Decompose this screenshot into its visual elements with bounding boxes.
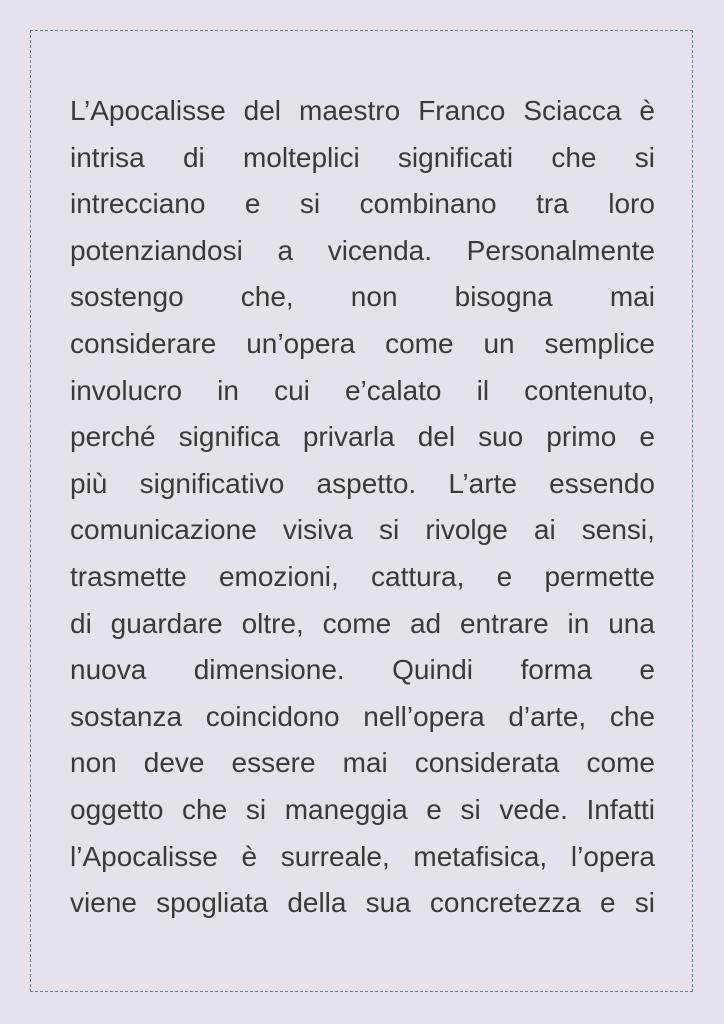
text-line <box>70 181 655 228</box>
word: viene <box>70 887 137 919</box>
text-line <box>70 368 655 415</box>
text-line <box>70 274 655 321</box>
word: di <box>182 141 205 173</box>
word: e <box>639 654 655 686</box>
word: mai <box>342 747 388 779</box>
word: sensi, <box>581 514 655 546</box>
word: è <box>241 840 258 872</box>
text-line <box>70 787 655 834</box>
word: e <box>600 887 616 919</box>
word: l’opera <box>570 840 655 872</box>
word: che <box>551 141 597 173</box>
word: e <box>426 793 442 825</box>
word: sostengo <box>70 281 184 313</box>
text-line <box>70 601 655 648</box>
word: nuova <box>70 654 147 686</box>
word: oltre, <box>241 607 304 639</box>
word: significa <box>178 421 280 453</box>
word: in <box>567 607 590 639</box>
word: permette <box>544 560 655 592</box>
word: di <box>70 607 92 639</box>
word: il <box>476 374 490 406</box>
word: molteplici <box>242 141 360 173</box>
word: che <box>182 793 228 825</box>
word: sua <box>365 887 411 919</box>
word: cattura, <box>371 560 465 592</box>
word: si <box>634 141 655 173</box>
word: un <box>483 327 515 359</box>
word: involucro <box>70 374 183 406</box>
word: maneggia <box>284 793 408 825</box>
word: Infatti <box>586 793 655 825</box>
word: e’calato <box>344 374 442 406</box>
body-paragraph <box>70 88 655 927</box>
word: coincidono <box>205 700 340 732</box>
word: Quindi <box>392 654 474 686</box>
word: privarla <box>302 421 395 453</box>
word: vicenda. <box>327 234 432 266</box>
word: come <box>322 607 392 639</box>
text-line <box>70 694 655 741</box>
word: L’Apocalisse <box>70 95 226 126</box>
word: dimensione. <box>193 654 345 686</box>
word: comunicazione <box>70 514 257 546</box>
word: si <box>245 793 267 825</box>
word: emozioni, <box>218 560 339 592</box>
text-line <box>70 880 655 927</box>
word: essere <box>231 747 316 779</box>
word: visiva <box>282 514 353 546</box>
word: deve <box>143 747 205 779</box>
word: combinano <box>359 188 497 220</box>
word: Franco <box>418 95 506 126</box>
word: si <box>460 793 481 825</box>
text-line <box>70 461 655 508</box>
word: si <box>634 887 655 919</box>
word: ai <box>533 514 556 546</box>
word: mai <box>609 281 655 313</box>
word: e <box>496 560 513 592</box>
word: che <box>609 700 655 732</box>
word: vede. <box>499 793 568 825</box>
text-line <box>70 321 655 368</box>
word: sostanza <box>70 700 183 732</box>
text-line <box>70 554 655 601</box>
word: contenuto, <box>524 374 655 406</box>
word: Sciacca <box>523 95 622 126</box>
word: d’arte, <box>508 700 587 732</box>
text-line <box>70 88 655 135</box>
word: una <box>608 607 655 639</box>
word: più <box>70 467 108 499</box>
word: suo <box>478 421 524 453</box>
word: l’Apocalisse <box>70 840 218 872</box>
word: come <box>586 747 655 779</box>
word: L’arte <box>448 467 517 499</box>
word: non <box>350 281 398 313</box>
text-line <box>70 647 655 694</box>
word: intrisa <box>70 141 145 173</box>
text-line <box>70 740 655 787</box>
word: Personalmente <box>466 234 655 266</box>
word: non <box>70 747 117 779</box>
word: in <box>217 374 239 406</box>
text-line <box>70 834 655 881</box>
word: bisogna <box>454 281 553 313</box>
word: e <box>639 421 655 453</box>
word: rivolge <box>425 514 508 546</box>
word: è <box>639 95 655 126</box>
word: metafisica, <box>413 840 548 872</box>
word: a <box>277 234 294 266</box>
word: ad <box>409 607 442 639</box>
text-line <box>70 135 655 182</box>
word: semplice <box>544 327 655 359</box>
word: forma <box>520 654 593 686</box>
word: guardare <box>110 607 223 639</box>
word: potenziandosi <box>70 234 243 266</box>
word: come <box>385 327 454 359</box>
word: essendo <box>549 467 655 499</box>
word: significati <box>397 141 514 173</box>
word: e <box>244 188 261 220</box>
text-line <box>70 414 655 461</box>
word: oggetto <box>70 793 164 825</box>
word: del <box>417 421 456 453</box>
word: significativo <box>139 467 285 499</box>
word: aspetto. <box>316 467 417 499</box>
text-line <box>70 228 655 275</box>
word: concretezza <box>429 887 581 919</box>
word: del <box>243 95 282 126</box>
word: cui <box>274 374 310 406</box>
word: loro <box>608 188 655 220</box>
word: perché <box>70 421 156 453</box>
word: tra <box>536 188 569 220</box>
word: considerata <box>414 747 560 779</box>
word: spogliata <box>156 887 269 919</box>
word: nell’opera <box>363 700 485 732</box>
word: trasmette <box>70 560 187 592</box>
word: surreale, <box>280 840 390 872</box>
text-line <box>70 507 655 554</box>
word: che, <box>240 281 294 313</box>
word: maestro <box>299 95 401 126</box>
word: si <box>378 514 400 546</box>
word: primo <box>546 421 617 453</box>
word: considerare <box>70 327 217 359</box>
word: intrecciano <box>70 188 206 220</box>
word: entrare <box>459 607 549 639</box>
word: un’opera <box>246 327 356 359</box>
word: si <box>299 188 321 220</box>
word: della <box>287 887 347 919</box>
